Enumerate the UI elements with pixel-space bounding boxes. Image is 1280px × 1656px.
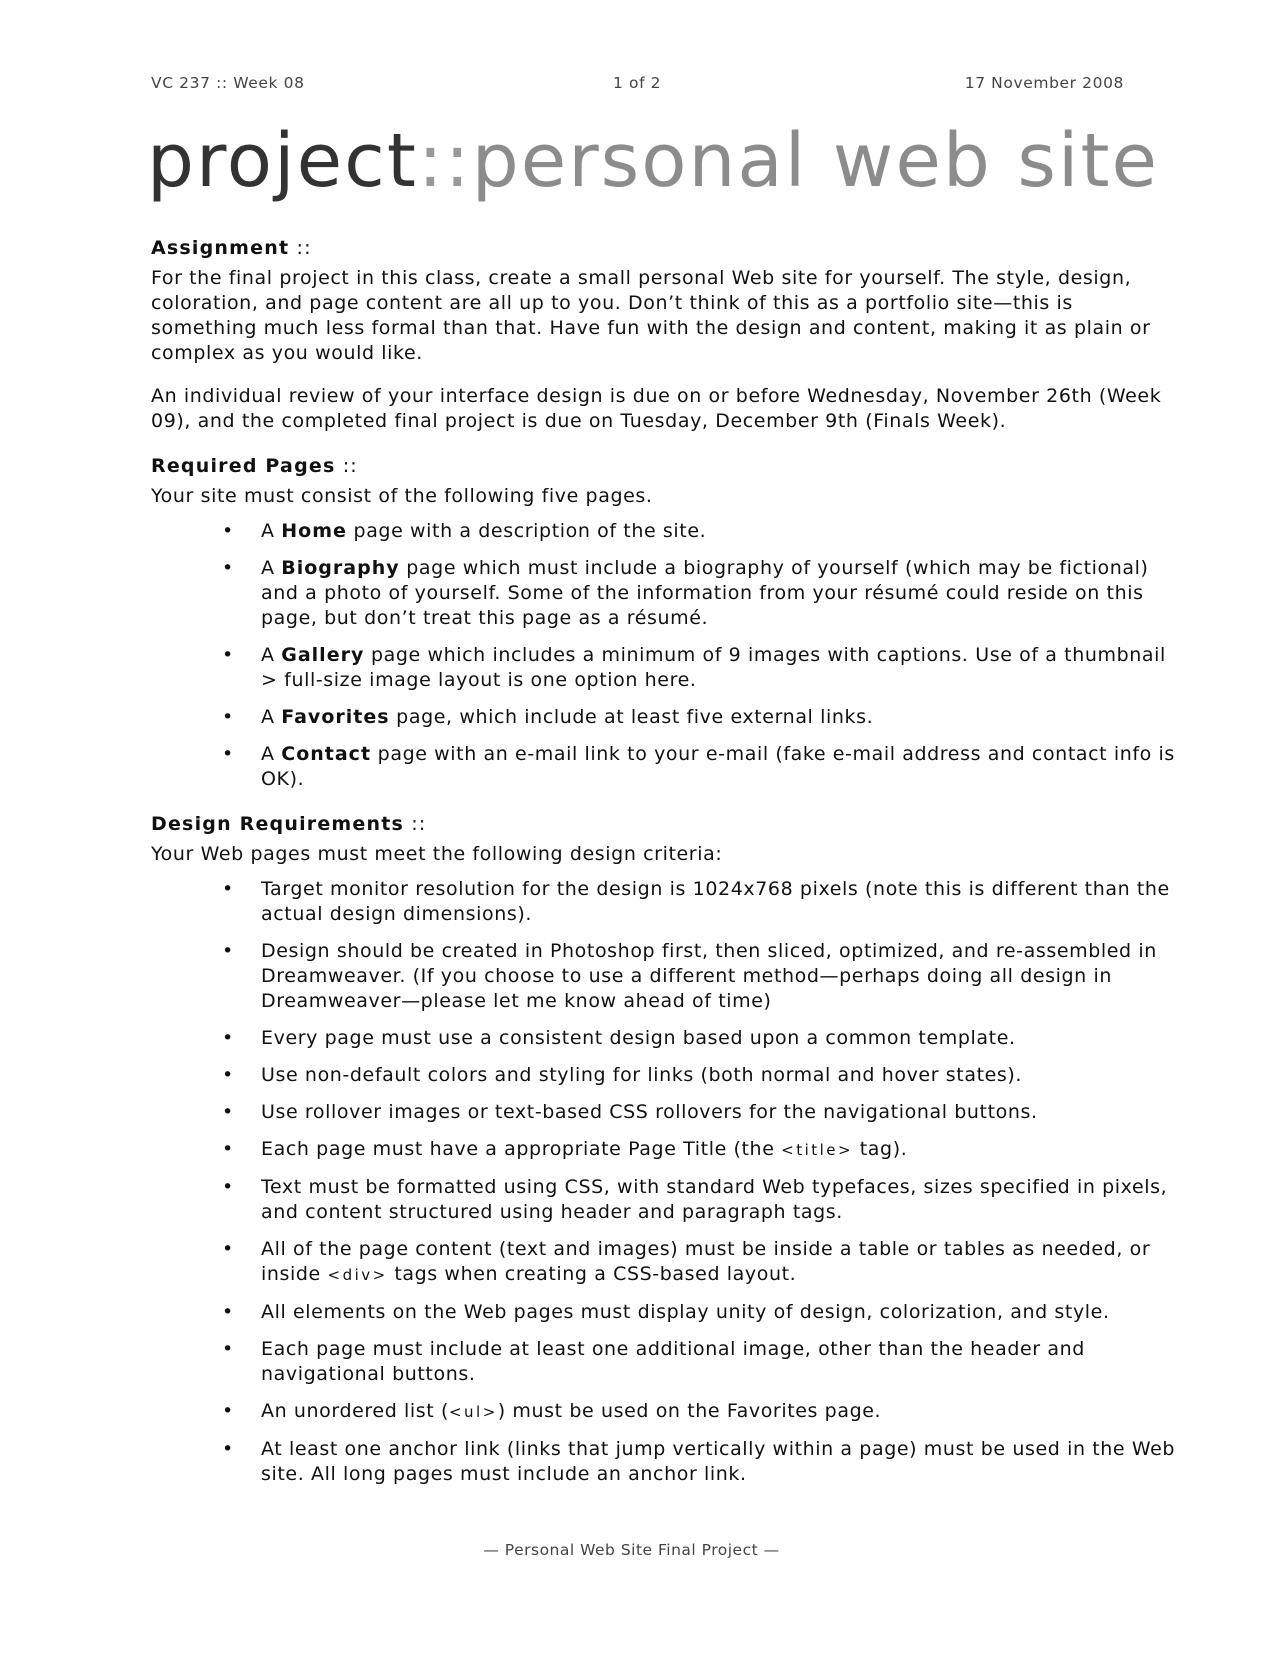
list-item-text: An unordered list ( bbox=[261, 1400, 449, 1422]
bullet: • bbox=[222, 644, 234, 666]
heading-separator: :: bbox=[289, 237, 312, 259]
bullet: • bbox=[222, 1338, 234, 1360]
list-item-text: Each page must include at least one additional image, other than the header and navigational buttons. bbox=[261, 1338, 1085, 1385]
bullet: • bbox=[222, 1138, 234, 1160]
code-snippet-ul-tag: <ul> bbox=[448, 1403, 498, 1421]
list-item-text: page which includes a minimum of 9 images with captions. Use of a thumbnail > full-size image layout is one option here. bbox=[261, 644, 1166, 691]
design-requirements-heading-text: Design Requirements bbox=[151, 813, 405, 835]
list-item-biography-page bbox=[222, 556, 1181, 631]
title-part-personal-web-site: personal web site bbox=[471, 118, 1159, 204]
course-week-label: VC 237 :: Week 08 bbox=[151, 74, 305, 92]
list-item bbox=[222, 1237, 1181, 1288]
page-name-favorites: Favorites bbox=[281, 706, 390, 728]
page-title bbox=[147, 118, 1159, 204]
list-item bbox=[222, 1399, 1181, 1425]
title-separator: :: bbox=[417, 118, 472, 204]
list-item-text: page with an e-mail link to your e-mail (fake e-mail address and contact info is OK). bbox=[261, 743, 1175, 790]
bullet: • bbox=[222, 743, 234, 765]
list-item-prefix: A bbox=[261, 706, 282, 728]
list-item-prefix: A bbox=[261, 644, 282, 666]
list-item-text: Use rollover images or text-based CSS rollovers for the navigational buttons. bbox=[261, 1101, 1038, 1123]
list-item-text: page, which include at least five external links. bbox=[389, 706, 874, 728]
page-name-home: Home bbox=[281, 520, 347, 542]
list-item bbox=[222, 1100, 1181, 1125]
required-pages-intro: Your site must consist of the following five pages. bbox=[151, 485, 653, 507]
heading-separator: :: bbox=[404, 813, 427, 835]
required-pages-heading-text: Required Pages bbox=[151, 455, 336, 477]
list-item-prefix: A bbox=[261, 520, 282, 542]
bullet: • bbox=[222, 940, 234, 962]
list-item-text: All elements on the Web pages must display unity of design, colorization, and style. bbox=[261, 1301, 1110, 1323]
page-header bbox=[151, 74, 1124, 98]
list-item-text: page which must include a biography of yourself (which may be fictional) and a photo of yourself. Some of the information from your résumé could reside on this page, but don’t treat this page as a résumé. bbox=[261, 557, 1149, 629]
list-item-text: ) must be used on the Favorites page. bbox=[497, 1400, 882, 1422]
assignment-heading-text: Assignment bbox=[151, 237, 290, 259]
required-pages-list bbox=[151, 519, 1181, 792]
assignment-section bbox=[151, 236, 1181, 434]
list-item-text: Every page must use a consistent design based upon a common template. bbox=[261, 1027, 1016, 1049]
list-item-text: Target monitor resolution for the design is 1024x768 pixels (note this is different than the actual design dimensions). bbox=[261, 878, 1170, 925]
bullet: • bbox=[222, 1064, 234, 1086]
bullet: • bbox=[222, 1238, 234, 1260]
page-footer: — Personal Web Site Final Project — bbox=[483, 1541, 780, 1559]
list-item bbox=[222, 1137, 1181, 1163]
bullet: • bbox=[222, 1400, 234, 1422]
list-item bbox=[222, 1437, 1181, 1487]
list-item-prefix: A bbox=[261, 743, 282, 765]
bullet: • bbox=[222, 1101, 234, 1123]
list-item-gallery-page bbox=[222, 643, 1181, 693]
list-item bbox=[222, 1026, 1181, 1051]
list-item-text: At least one anchor link (links that jump vertically within a page) must be used in the Web site. All long pages must include an anchor link. bbox=[261, 1438, 1176, 1485]
list-item bbox=[222, 1337, 1181, 1387]
list-item bbox=[222, 1300, 1181, 1325]
page-name-contact: Contact bbox=[281, 743, 372, 765]
design-requirements-list bbox=[151, 877, 1181, 1487]
bullet: • bbox=[222, 1301, 234, 1323]
bullet: • bbox=[222, 1176, 234, 1198]
heading-separator: :: bbox=[335, 455, 358, 477]
required-pages-heading bbox=[151, 454, 1181, 479]
required-pages-section bbox=[151, 454, 1181, 792]
list-item-prefix: A bbox=[261, 557, 282, 579]
list-item-text: Text must be formatted using CSS, with standard Web typefaces, sizes specified in pixels, and content structured using header and paragraph tags. bbox=[261, 1176, 1168, 1223]
bullet: • bbox=[222, 1027, 234, 1049]
design-requirements-section bbox=[151, 812, 1181, 1487]
assignment-heading bbox=[151, 236, 1181, 261]
header-date: 17 November 2008 bbox=[964, 74, 1124, 92]
list-item-home-page bbox=[222, 519, 1181, 544]
page-name-biography: Biography bbox=[281, 557, 400, 579]
list-item-favorites-page bbox=[222, 705, 1181, 730]
bullet: • bbox=[222, 706, 234, 728]
code-snippet-div-tag: <div> bbox=[327, 1266, 388, 1284]
bullet: • bbox=[222, 557, 234, 579]
list-item bbox=[222, 939, 1181, 1014]
page-number: 1 of 2 bbox=[613, 74, 662, 92]
list-item bbox=[222, 1063, 1181, 1088]
assignment-paragraph-2: An individual review of your interface design is due on or before Wednesday, November 26th (Week 09), and the completed final project is due on Tuesday, December 9th (Finals Week). bbox=[151, 385, 1162, 432]
page-name-gallery: Gallery bbox=[281, 644, 365, 666]
list-item-text: page with a description of the site. bbox=[346, 520, 707, 542]
title-part-project: project bbox=[147, 118, 418, 204]
list-item bbox=[222, 877, 1181, 927]
list-item-text: tag). bbox=[853, 1138, 908, 1160]
list-item-text: tags when creating a CSS-based layout. bbox=[387, 1263, 797, 1285]
code-snippet-title-tag: <title> bbox=[781, 1141, 854, 1159]
bullet: • bbox=[222, 1438, 234, 1460]
assignment-paragraph-1: For the final project in this class, create a small personal Web site for yourself. The style, design, coloration, and page content are all up to you. Don’t think of this as a portfolio site—this is something much less formal than that. Have fun with the design and content, making it as plain or complex as you would like. bbox=[151, 267, 1151, 364]
bullet: • bbox=[222, 520, 234, 542]
bullet: • bbox=[222, 878, 234, 900]
list-item-text: Each page must have a appropriate Page Title (the bbox=[261, 1138, 782, 1160]
design-requirements-intro: Your Web pages must meet the following design criteria: bbox=[151, 843, 723, 865]
list-item-text: Design should be created in Photoshop first, then sliced, optimized, and re-assembled in Dreamweaver. (If you choose to use a different method—perhaps doing all design in Dreamweaver—please let me know ahead of time) bbox=[261, 940, 1157, 1012]
list-item bbox=[222, 1175, 1181, 1225]
list-item-text: Use non-default colors and styling for links (both normal and hover states). bbox=[261, 1064, 1023, 1086]
list-item-contact-page bbox=[222, 742, 1181, 792]
list-item-text: All of the page content (text and images) must be inside a table or tables as needed, or inside bbox=[261, 1238, 1151, 1285]
design-requirements-heading bbox=[151, 812, 1181, 837]
document-body bbox=[151, 236, 1181, 1499]
